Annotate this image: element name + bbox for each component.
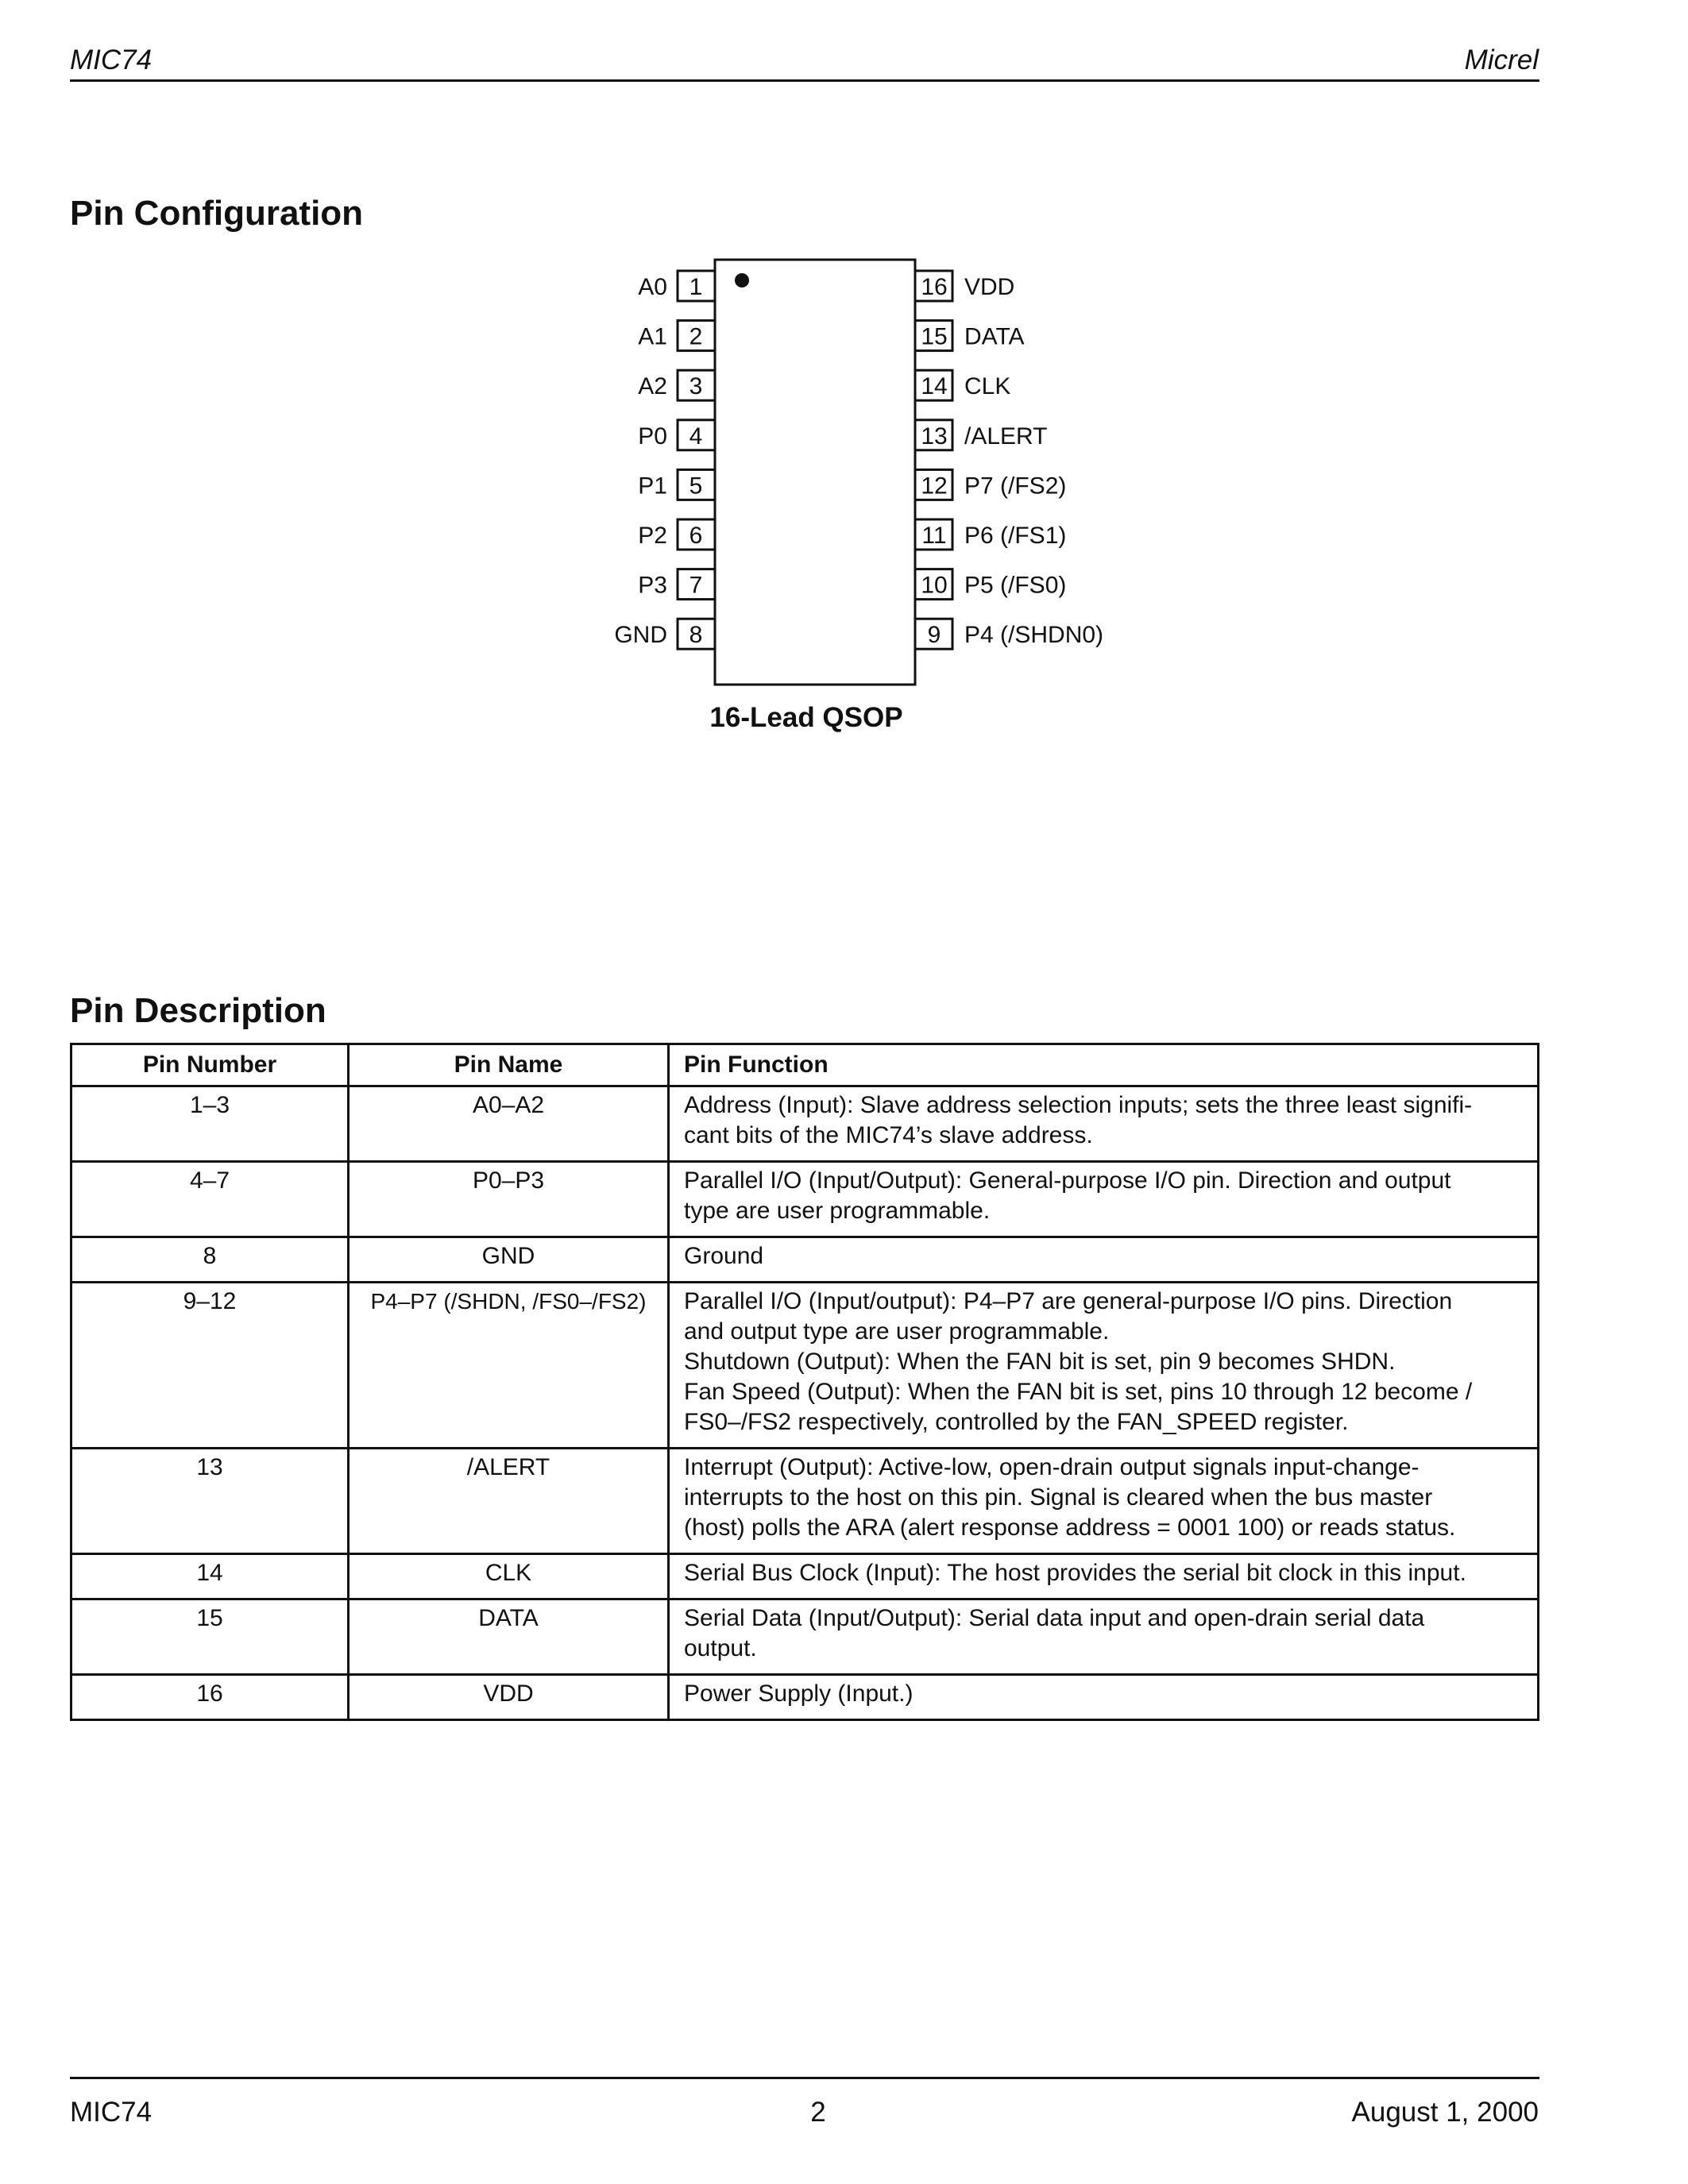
cell-pin-name: VDD xyxy=(349,1675,669,1720)
pin-number: 6 xyxy=(689,523,703,549)
pin-name: P5 (/FS0) xyxy=(964,572,1067,599)
table-row xyxy=(71,1554,1539,1599)
left-pin-group xyxy=(614,271,715,649)
cell-pin-function xyxy=(669,1599,1539,1675)
pin-number: 9 xyxy=(927,622,941,649)
pin-name: P2 xyxy=(638,523,667,549)
pin-left-5 xyxy=(638,519,715,550)
function-line: Address (Input): Slave address selection inputs; sets the three least signifi- xyxy=(684,1092,1473,1118)
pin-number: 3 xyxy=(689,373,703,400)
pin-number: 10 xyxy=(921,572,948,599)
pin-left-6 xyxy=(638,569,715,600)
pin-number: 12 xyxy=(921,473,948,500)
pin-left-3 xyxy=(638,420,715,450)
pin-name: A0 xyxy=(638,274,667,300)
cell-pin-function xyxy=(669,1162,1539,1237)
pin-number: 5 xyxy=(689,473,703,500)
function-line: Parallel I/O (Input/output): P4–P7 are general-purpose I/O pins. Direction xyxy=(684,1288,1453,1314)
pin-config-title: Pin Configuration xyxy=(70,194,364,233)
cell-pin-number: 16 xyxy=(71,1675,349,1720)
pin-name: A1 xyxy=(638,323,667,350)
pin-left-0 xyxy=(638,271,715,301)
cell-pin-number: 8 xyxy=(71,1237,349,1283)
function-line: Parallel I/O (Input/Output): General-purpose I/O pin. Direction and output xyxy=(684,1167,1451,1194)
pin-left-2 xyxy=(638,370,715,400)
pin-number: 1 xyxy=(689,274,703,300)
table-row xyxy=(71,1675,1539,1720)
function-line: FS0–/FS2 respectively, controlled by the FAN_SPEED register. xyxy=(684,1409,1349,1435)
function-line: Serial Data (Input/Output): Serial data input and open-drain serial data xyxy=(684,1605,1425,1631)
table-row xyxy=(71,1086,1539,1162)
header-doc-id: MIC74 xyxy=(70,44,153,75)
cell-pin-name: DATA xyxy=(349,1599,669,1675)
function-line: Serial Bus Clock (Input): The host provides the serial bit clock in this input. xyxy=(684,1560,1466,1586)
pin-right-2 xyxy=(915,370,1010,400)
function-line: type are user programmable. xyxy=(684,1198,991,1224)
footer-date: August 1, 2000 xyxy=(1351,2097,1539,2128)
cell-pin-function xyxy=(669,1283,1539,1449)
table-row xyxy=(71,1599,1539,1675)
table-header-row xyxy=(71,1044,1539,1086)
pin-right-1 xyxy=(915,321,1025,351)
pin-name: P4 (/SHDN0) xyxy=(964,622,1104,649)
pin1-indicator-dot xyxy=(735,273,749,287)
col-header-pin-name: Pin Name xyxy=(349,1044,669,1086)
pin-right-4 xyxy=(915,469,1066,500)
cell-pin-name: CLK xyxy=(349,1554,669,1599)
pin-right-5 xyxy=(915,519,1066,550)
pinout-diagram xyxy=(0,0,1688,794)
function-line: cant bits of the MIC74’s slave address. xyxy=(684,1122,1093,1148)
col-header-pin-function: Pin Function xyxy=(669,1044,1539,1086)
function-line: Interrupt (Output): Active-low, open-drain output signals input-change- xyxy=(684,1454,1420,1480)
cell-pin-name: /ALERT xyxy=(349,1449,669,1554)
pin-right-7 xyxy=(915,619,1103,649)
footer-doc-id: MIC74 xyxy=(70,2097,153,2128)
table-row xyxy=(71,1162,1539,1237)
pin-number: 15 xyxy=(921,323,948,350)
cell-pin-number: 9–12 xyxy=(71,1283,349,1449)
package-label: 16-Lead QSOP xyxy=(709,702,903,733)
cell-pin-name: A0–A2 xyxy=(349,1086,669,1162)
pin-name: CLK xyxy=(964,373,1011,400)
cell-pin-number: 13 xyxy=(71,1449,349,1554)
pin-left-4 xyxy=(638,469,715,500)
cell-pin-name: GND xyxy=(349,1237,669,1283)
footer-rule xyxy=(70,2077,1539,2079)
pin-number: 11 xyxy=(921,523,947,549)
function-line: interrupts to the host on this pin. Signal is cleared when the bus master xyxy=(684,1484,1433,1511)
pin-number: 7 xyxy=(689,572,703,599)
pin-name: P1 xyxy=(638,473,667,500)
pin-left-7 xyxy=(614,619,715,649)
ic-package-body xyxy=(715,260,915,685)
pin-name: GND xyxy=(614,622,667,649)
table-row xyxy=(71,1237,1539,1283)
cell-pin-function xyxy=(669,1449,1539,1554)
pin-name: P6 (/FS1) xyxy=(964,523,1067,549)
function-line: and output type are user programmable. xyxy=(684,1318,1110,1345)
cell-pin-number: 1–3 xyxy=(71,1086,349,1162)
pin-name: DATA xyxy=(964,323,1025,350)
table-row xyxy=(71,1283,1539,1449)
table-row xyxy=(71,1449,1539,1554)
cell-pin-function xyxy=(669,1086,1539,1162)
cell-pin-number: 4–7 xyxy=(71,1162,349,1237)
pin-name: P3 xyxy=(638,572,667,599)
pin-name: P0 xyxy=(638,423,667,450)
pin-right-6 xyxy=(915,569,1066,600)
pin-description-table xyxy=(70,1043,1539,1721)
function-line: (host) polls the ARA (alert response address = 0001 100) or reads status. xyxy=(684,1515,1456,1541)
pin-number: 2 xyxy=(689,323,703,350)
pin-name: A2 xyxy=(638,373,667,400)
function-line: output. xyxy=(684,1635,757,1661)
cell-pin-number: 15 xyxy=(71,1599,349,1675)
pin-number: 4 xyxy=(689,423,703,450)
cell-pin-function xyxy=(669,1675,1539,1720)
function-line: Ground xyxy=(684,1243,764,1269)
right-pin-group xyxy=(915,271,1103,649)
cell-pin-number: 14 xyxy=(71,1554,349,1599)
pin-number: 8 xyxy=(689,622,703,649)
pin-name: P7 (/FS2) xyxy=(964,473,1067,500)
function-line: Shutdown (Output): When the FAN bit is set, pin 9 becomes SHDN. xyxy=(684,1349,1396,1375)
cell-pin-function xyxy=(669,1554,1539,1599)
cell-pin-name: P4–P7 (/SHDN, /FS0–/FS2) xyxy=(349,1283,669,1449)
cell-pin-function xyxy=(669,1237,1539,1283)
function-line: Power Supply (Input.) xyxy=(684,1680,914,1707)
footer-page-number: 2 xyxy=(810,2097,826,2128)
pin-name: VDD xyxy=(964,274,1015,300)
pin-desc-title: Pin Description xyxy=(70,991,326,1030)
pin-number: 13 xyxy=(921,423,948,450)
pin-left-1 xyxy=(638,321,715,351)
col-header-pin-number: Pin Number xyxy=(71,1044,349,1086)
cell-pin-name: P0–P3 xyxy=(349,1162,669,1237)
pin-name: /ALERT xyxy=(964,423,1048,450)
pin-right-3 xyxy=(915,420,1048,450)
function-line: Fan Speed (Output): When the FAN bit is set, pins 10 through 12 become / xyxy=(684,1379,1473,1405)
header-company: Micrel xyxy=(1464,44,1539,75)
pin-number: 14 xyxy=(921,373,948,400)
pin-number: 16 xyxy=(921,274,948,300)
pin-right-0 xyxy=(915,271,1014,301)
